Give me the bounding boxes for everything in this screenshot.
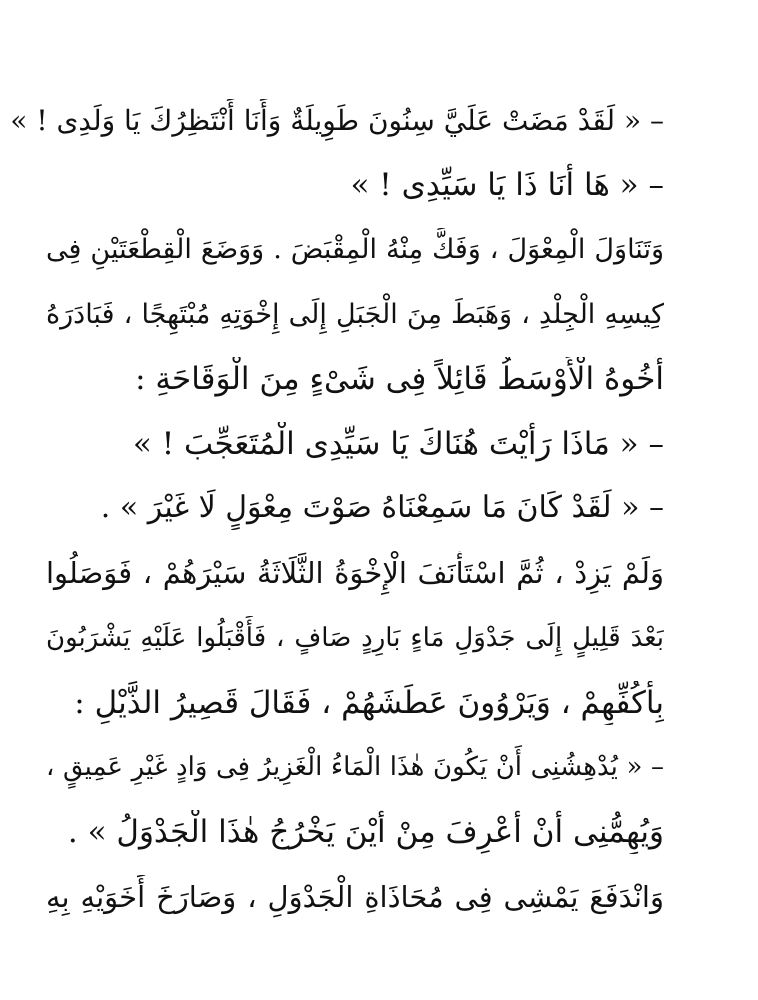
paragraph-line: كِيسِهِ الْجِلْدِ ، وَهَبَطَ مِنَ الْجَبَلِ إِلَى إِخْوَتِهِ مُبْتَهِجًا ، فَبَادَرَهُ: [46, 299, 664, 330]
paragraph-line: أَخُوهُ الْأَوْسَطُ قَائِلاً فِى شَىْءٍ مِنَ الْوَقَاحَةِ :: [135, 361, 664, 397]
dialogue-line: – « مَاذَا رَأَيْتَ هُنَاكَ يَا سَيِّدِى الْمُتَعَجِّبَ ! »: [132, 426, 664, 462]
paragraph-line: وَلَمْ يَزِدْ ، ثُمَّ اسْتَأْنَفَ الْإِخْوَةُ الثَّلَاثَةُ سَيْرَهُمْ ، فَوَصَلُوا: [46, 556, 664, 590]
dialogue-line: وَيُهِمُّنِى أَنْ أَعْرِفَ مِنْ أَيْنَ يَخْرُجُ هٰذَا الْجَدْوَلُ » .: [67, 814, 664, 850]
paragraph-line: وَانْدَفَعَ يَمْشِى فِى مُحَاذَاةِ الْجَدْوَلِ ، وَصَارَخَ أَخَوَيْهِ بِهِ: [46, 880, 664, 914]
dialogue-line: – « لَقَدْ مَضَتْ عَلَيَّ سِنُونَ طَوِيلَةٌ وَأَنَا أَنْتَظِرُكَ يَا وَلَدِى ! »: [10, 104, 664, 137]
paragraph-line: بَعْدَ قَلِيلٍ إِلَى جَدْوَلِ مَاءٍ بَارِدٍ صَافٍ ، فَأَقْبَلُوا عَلَيْهِ يَشْرَبُونَ: [46, 623, 664, 653]
dialogue-line: – « يُدْهِشُنِى أَنْ يَكُونَ هٰذَا الْمَاءُ الْغَزِيرُ فِى وَادٍ غَيْرِ عَمِيقٍ ،: [46, 752, 664, 782]
dialogue-line: – « لَقَدْ كَانَ مَا سَمِعْنَاهُ صَوْتَ مِعْوَلٍ لَا غَيْرَ » .: [100, 490, 664, 525]
paragraph-line: بِأَكُفِّهِمْ ، وَيَرْوُونَ عَطَشَهُمْ ، فَقَالَ قَصِيرُ الذَّيْلِ :: [74, 685, 664, 721]
paragraph-line: وَتَنَاوَلَ الْمِعْوَلَ ، وَفَكَّ مِنْهُ الْمِقْبَضَ . وَوَضَعَ الْقِطْعَتَيْنِ فِى: [46, 234, 664, 265]
dialogue-line: – « هَا أَنَا ذَا يَا سَيِّدِى ! »: [350, 167, 664, 203]
